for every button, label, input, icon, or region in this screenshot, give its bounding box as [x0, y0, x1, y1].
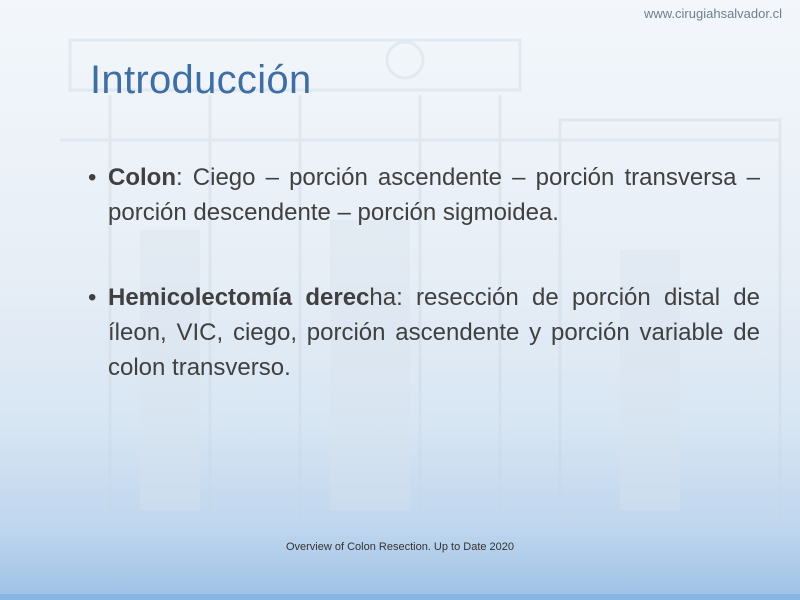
slide-title: Introducción	[90, 58, 312, 102]
bullet-point-icon: •	[88, 284, 97, 311]
bullet-item-hemicolectomia	[88, 280, 760, 385]
bullet-text	[108, 280, 760, 385]
bottom-border	[0, 594, 800, 600]
bullet-text	[108, 160, 760, 230]
bullet-list	[88, 160, 760, 385]
bullet-term: Hemicolectomía derec	[108, 284, 370, 311]
website-url: www.cirugiahsalvador.cl	[643, 6, 782, 21]
bullet-description: : Ciego – porción ascendente – porción transversa – porción descendente – porción sigmoidea.	[108, 164, 760, 226]
bullet-item-colon	[88, 160, 760, 230]
slide-footer: Overview of Colon Resection. Up to Date 2020	[285, 541, 515, 553]
bullet-term: Colon	[108, 164, 176, 191]
bullet-point-icon: •	[88, 164, 97, 191]
bullet-term-tail: ha	[369, 284, 397, 311]
bullet-description: : resección de porción distal de íleon, VIC, ciego, porción ascendente y porción variable de colon transverso.	[108, 284, 760, 381]
